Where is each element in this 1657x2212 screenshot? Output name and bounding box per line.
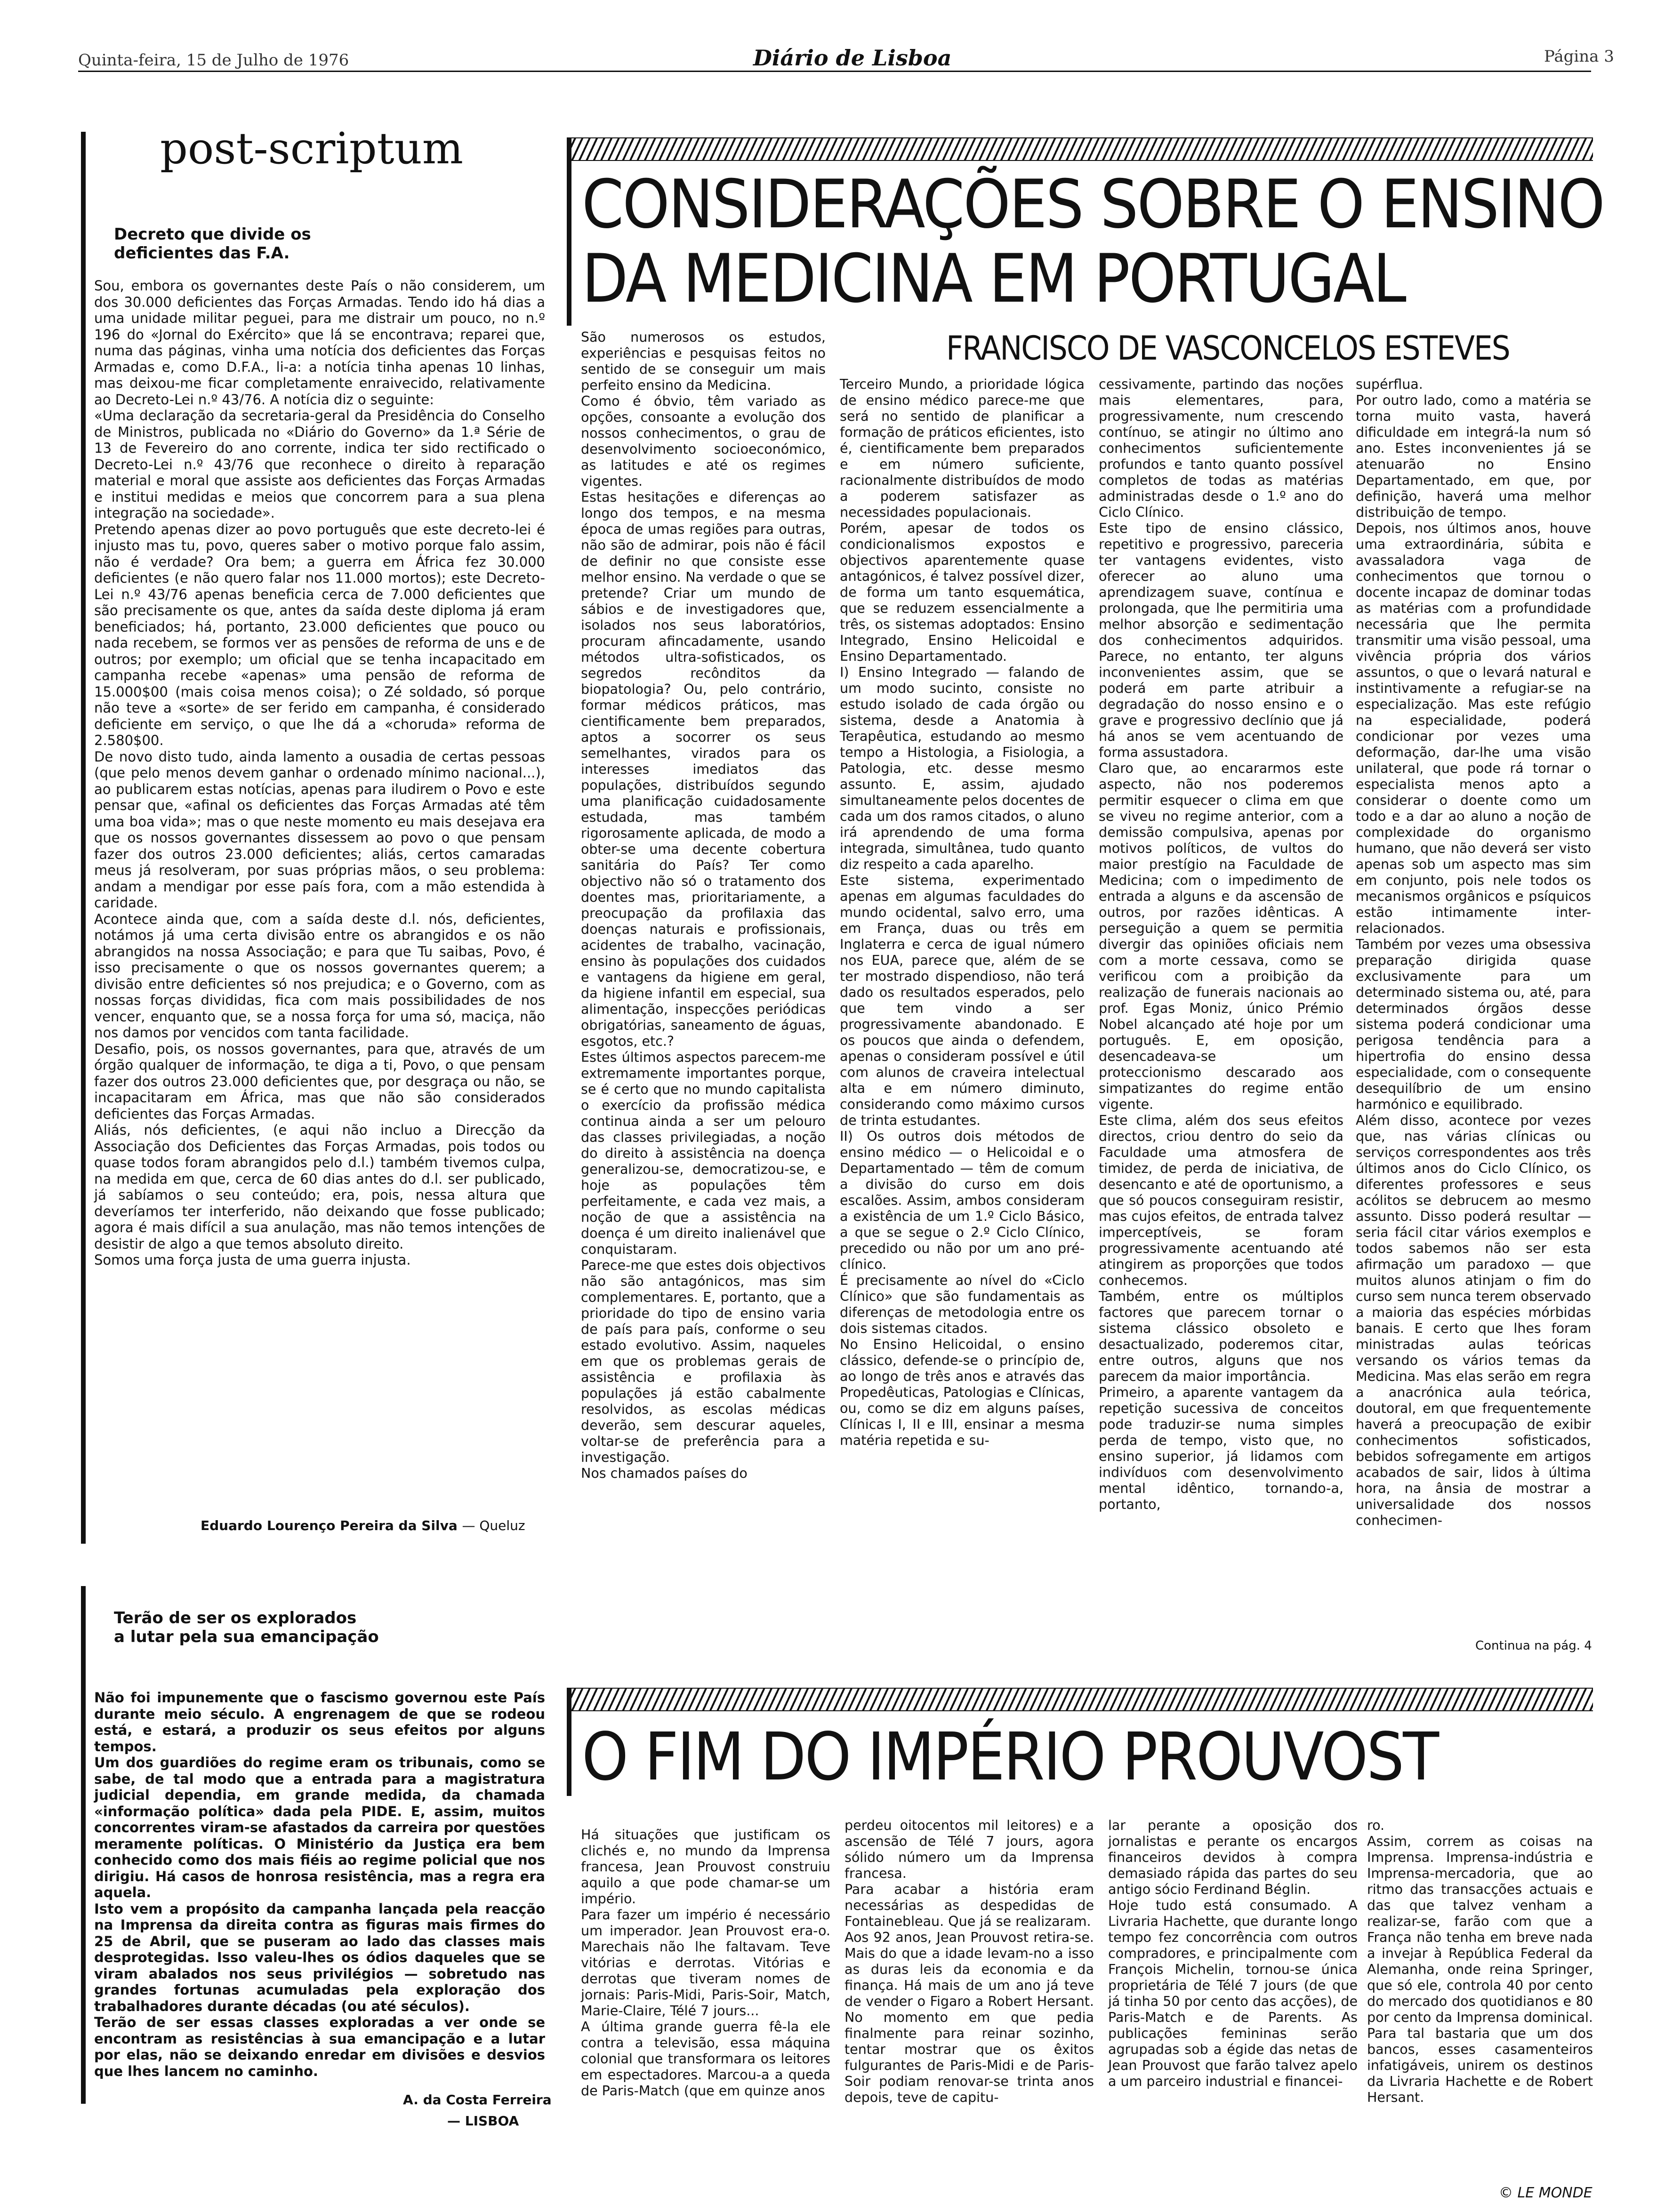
consideracoes-headline-2: DA MEDICINA EM PORTUGAL — [582, 240, 1405, 318]
postscriptum-title: post-scriptum — [160, 123, 464, 174]
prouvost-source: © LE MONDE — [1499, 2185, 1593, 2201]
postscriptum-a2-body: Não foi impunemente que o fascismo governou este País durante meio século. A engrenagem de que se rodeou está, e estará, a produzir os seus efeitos por alguns tempos. Um dos guardiões do regime eram os tribunais, como se sabe, de tal modo que a entrada para a magistratura judicial dependia, em grande medida, da chamada «informação política» dada pela PIDE. E, assim, muitos concorrentes viram-se afastados da carreira por questões meramente políticas. O Ministério da Justiça era bem conhecido como dos mais fiéis ao regime policial que nos dirigiu. Há casos de honrosa resistência, mas a regra era aquela. Isto vem a propósito da campanha lançada pela reacção na Imprensa da direita contra as figuras mais firmes do 25 de Abril, que se puseram ao lado das classes mais desprotegidas. Isso valeu-lhes os ódios daqueles que se viram abalados nos seus privilégios — sobretudo nas grandes fortunas acumuladas pela exploração dos trabalhadores durante décadas (ou até séculos). Terão de ser essas classes exploradas a ver onde se encontram as resistências à sua emancipação e a lutar por elas, não se deixando enredar em divisões e desvios que lhes lancem no caminho. — [94, 1690, 545, 2079]
postscriptum-a1-signature — [201, 1518, 525, 1533]
continua-note: Continua na pág. 4 — [1475, 1639, 1592, 1653]
postscriptum-a1-body: Sou, embora os governantes deste País o não considerem, um dos 30.000 deficientes das Forças Armadas. Tendo ido há dias a uma unidade militar peguei, para me distrair um pouco, no n.º 196 do «Jornal do Exército» que lá se encontrava; reparei que, numa das páginas, vinha uma notícia dos deficientes das Forças Armadas e, como D.F.A., li-a: a notícia tinha apenas 10 linhas, mas deixou-me ficar completamente enraivecido, relativamente ao Decreto-Lei n.º 43/76. A notícia diz o seguinte: «Uma declaração da secretaria-geral da Presidência do Conselho de Ministros, publicada no «Diário do Governo» da 1.ª Série de 13 de Fevereiro do ano corrente, indica ter sido rectificado o Decreto-Lei n.º 43/76 que reconhece o direito à reparação material e moral que assiste aos deficientes das Forças Armadas e institui medidas e meios que concorrem para a sua plena integração na sociedade». Pretendo apenas dizer ao povo português que este decreto-lei é injusto mas tu, povo, queres saber o motivo porque falo assim, não é verdade? Ora bem; a guerra em África fez 30.000 deficientes (e não quero falar nos 11.000 mortos); este Decreto-Lei n.º 43/76 apenas beneficia cerca de 7.000 deficientes que são precisamente os que, antes da saída deste diploma já eram beneficiados; há, portanto, 23.000 deficientes que pouco ou nada recebem, se formos ver as pensões de reforma de uns e de outros; por exemplo; um oficial que se tenha incapacitado em campanha recebe «apenas» uma pensão de reforma de 15.000$00 (mais coisa menos coisa); o Zé soldado, só porque não teve a «sorte» de ser ferido em campanha, é considerado deficiente em serviço, o que lhe dá a «choruda» reforma de 2.580$00. De novo disto tudo, ainda lamento a ousadia de certas pessoas (que pelo menos devem ganhar o ordenado mínimo nacional...), ao publicarem estas notícias, apenas para iludirem o Povo e este pensar que, «afinal os deficientes das Forças Armadas até têm uma boa vida»; mas o que neste momento eu mais desejava era que os nossos governantes dissessem ao povo o que pensam fazer dos outros 23.000 deficientes; aliás, certos camaradas meus já resolveram, por suas próprias mãos, o seu problema: andam a mendigar por esse país fora, com a mão estendida à caridade. Acontece ainda que, com a saída deste d.l. nós, deficientes, notámos já uma certa divisão entre os abrangidos e os não abrangidos na nossa Associação; e para que Tu saibas, Povo, é isso precisamente o que os nossos governantes querem; a divisão entre deficientes só nos prejudica; e o Governo, com as nossas forças divididas, fica com mais possibilidades de nos vencer, enquanto que, se a nossa força for uma só, maciça, não nos damos por vencidos com tanta facilidade. Desafio, pois, os nossos governantes, para que, através de um órgão qualquer de informação, te diga a ti, Povo, o que pensam fazer dos outros 23.000 deficientes que, por desgraça ou não, se incapacitaram em África, mas que não são considerados deficientes das Forças Armadas. Aliás, nós deficientes, (e aqui não incluo a Direcção da Associação dos Deficientes das Forças Armadas, pois todos ou quase todos foram abrangidos pelo d.l.) também tivemos culpa, na medida em que, cerca de 60 dias antes do d.l. ser publicado, já sabíamos o seu conteúdo; era, pois, nessa altura que deveríamos ter interferido, não deixando que fosse publicado; agora é mais difícil a sua anulação, mas não temos intenções de desistir de algo a que temos absoluto direito. Somos uma força justa de uma guerra injusta. — [94, 278, 545, 1268]
consideracoes-byline: FRANCISCO DE VASCONCELOS ESTEVES — [946, 329, 1510, 368]
prouvost-col-1: Há situações que justificam os clichés e, no mundo da Imprensa francesa, Jean Prouvost construiu aquilo a que pode chamar-se um império. Para fazer um império é necessário um imperador. Jean Prouvost era-o. Marechais não lhe faltavam. Teve vitórias e derrotas. Vitórias e derrotas que tiveram nomes de jornais: Paris-Midi, Paris-Soir, Match, Marie-Claire, Télé 7 jours... A última grande guerra fê-la ele contra a televisão, essa máquina colonial que transformara os leitores em espectadores. Marcou-a a queda de Paris-Match (que em quinze anos — [581, 1827, 830, 2099]
signature-place: — Queluz — [462, 1518, 525, 1533]
header-date: Quinta-feira, 15 de Julho de 1976 — [78, 51, 349, 70]
postscriptum-a1-headline: Decreto que divide os deficientes das F.A. — [114, 225, 311, 263]
masthead: Diário de Lisboa — [753, 45, 952, 71]
postscriptum-a2-headline: Terão de ser os explorados a lutar pela sua emancipação — [114, 1609, 379, 1646]
prouvost-col-2: perdeu oitocentos mil leitores) e a ascensão de Télé 7 jours, agora sólido número um da Imprensa francesa. Para acabar a história eram necessárias as despedidas de Fontainebleau. Que já se realizaram. Aos 92 anos, Jean Prouvost retira-se. Mais do que a idade levam-no a isso as duras leis da economia e da finança. Há mais de um ano já teve de vender o Figaro a Robert Hersant. No momento em que pedia finalmente para reinar sozinho, tentar mostrar que os êxitos fulgurantes de Paris-Midi e de Paris-Soir podiam renovar-se trinta anos depois, teve de capitu- — [845, 1818, 1094, 2105]
prouvost-headline: O FIM DO IMPÉRIO PROUVOST — [582, 1719, 1438, 1795]
page-header — [0, 0, 1657, 80]
signature-name: Eduardo Lourenço Pereira da Silva — [201, 1518, 458, 1533]
prouvost-left-bar — [567, 1688, 571, 1796]
header-rule — [78, 71, 1591, 72]
consideracoes-col-3: cessivamente, partindo das noções mais elementares, para, progressivamente, num crescendo contínuo, se atingir no último ano conhecimentos suficientemente profundos e tanto quanto possível completos de todas as matérias administradas desde o 1.º ano do Ciclo Clínico. Este tipo de ensino clássico, repetitivo e progressivo, pareceria ter vantagens evidentes, visto oferecer ao aluno uma aprendizagem suave, contínua e prolongada, que lhe permitiria uma melhor absorção e sedimentação dos conhecimentos adquiridos. Parece, no entanto, ter alguns inconvenientes assim, que se poderá em parte atribuir a degradação do nosso ensino e o grave e progressivo declínio que já há anos se vem acentuando de forma assustadora. Claro que, ao encararmos este aspecto, não nos poderemos permitir esquecer o clima em que se viveu no regime anterior, com a demissão compulsiva, apenas por motivos políticos, de vultos do maior prestígio na Faculdade de Medicina; com o impedimento de entrada a alguns e da ascensão de outros, por razões idênticas. A perseguição a quem se permitia divergir das opiniões oficiais nem com a morte cessava, como se verificou com a proibição da realização de funerais nacionais ao prof. Egas Moniz, único Prémio Nobel alcançado até hoje por um português. E, em oposição, desencadeava-se um proteccionismo descarado aos simpatizantes do regime então vigente. Este clima, além dos seus efeitos directos, criou dentro do seio da Faculdade uma atmosfera de timidez, de perda de iniciativa, de desencanto e até de oportunismo, a que só poucos conseguiram resistir, mas cujos efeitos, de entrada talvez imperceptíveis, se foram progressivamente acentuando até atingirem as proporções que todos conhecemos. Também, entre os múltiplos factores que parecem tornar o sistema clássico obsoleto e desactualizado, poderemos citar, entre outros, alguns que nos parecem da maior importância. Primeiro, a aparente vantagem da repetição sucessiva de conceitos pode traduzir-se numa simples perda de tempo, visto que, no ensino superior, já lidamos com indivíduos com desenvolvimento mental idêntico, tornando-a, portanto, — [1099, 377, 1343, 1512]
consideracoes-headline-1: CONSIDERAÇÕES SOBRE O ENSINO — [582, 166, 1604, 243]
postscriptum-side-bar — [81, 132, 86, 1544]
consideracoes-col-1: São numerosos os estudos, experiências e pesquisas feitos no sentido de se conseguir um mais perfeito ensino da Medicina. Como é óbvio, têm variado as opções, consoante a evolução dos nossos conhecimentos, o grau de desenvolvimento socioeconómico, as latitudes e até os regimes vigentes. Estas hesitações e diferenças ao longo dos tempos, e na mesma época de umas regiões para outras, não são de admirar, pois não é fácil de definir no que consiste esse melhor ensino. Na verdade o que se pretende? Criar um mundo de sábios e de investigadores que, isolados nos seus laboratórios, procuram afincadamente, usando métodos ultra-sofisticados, os segredos recônditos da biopatologia? Ou, pelo contrário, formar médicos práticos, mas cientificamente bem preparados, aptos a socorrer os seus semelhantes, virados para os interesses imediatos das populações, distribuídos segundo uma planificação cuidadosamente estudada, mas também rigorosamente aplicada, de modo a obter-se uma decente cobertura sanitária do País? Ter como objectivo não só o tratamento dos doentes mas, prioritariamente, a preocupação da profilaxia das doenças naturais e profissionais, acidentes de trabalho, vacinação, ensino às populações dos cuidados e vantagens da higiene em geral, da higiene infantil em especial, sua alimentação, inspecções periódicas obrigatórias, saneamento de águas, esgotos, etc.? Estes últimos aspectos parecem-me extremamente importantes porque, se é certo que no mundo capitalista o exercício da profissão médica continua ainda a ser um pelouro das classes privilegiadas, a noção do direito à assistência na doença generalizou-se, democratizou-se, e hoje as populações têm perfeitamente, e cada vez mais, a noção de que a assistência na doença é um direito inalienável que conquistaram. Parece-me que estes dois objectivos não são antagónicos, mas sim complementares. E, portanto, que a prioridade do tipo de ensino varia de país para país, conforme o seu estado evolutivo. Assim, naqueles em que os problemas gerais de assistência e profilaxia às populações já estão cabalmente resolvidos, as escolas médicas deverão, sem descurar aqueles, voltar-se de preferência para a investigação. Nos chamados países do — [581, 329, 826, 1481]
prouvost-hatch-top — [567, 1688, 1593, 1711]
postscriptum-side-bar-2 — [81, 1586, 86, 2104]
article-hatch-top — [567, 137, 1593, 161]
header-page-number: Página 3 — [1544, 47, 1614, 66]
consideracoes-col-2: Terceiro Mundo, a prioridade lógica de ensino médico parece-me que será no sentido de planificar a formação de práticos eficientes, isto é, cientificamente bem preparados e em número suficiente, racionalmente distribuídos de modo a poderem satisfazer as necessidades populacionais. Porém, apesar de todos os condicionalismos expostos e objectivos aparentemente quase antagónicos, é talvez possível dizer, de forma um tanto esquemática, que se reduzem essencialmente a três, os sistemas adoptados: Ensino Integrado, Ensino Helicoidal e Ensino Departamentado. I) Ensino Integrado — falando de um modo sucinto, consiste no estudo isolado de cada órgão ou sistema, desde a Anatomia à Terapêutica, estudando ao mesmo tempo a Histologia, a Fisiologia, a Patologia, etc. desse mesmo assunto. E, assim, ajudado simultaneamente pelos docentes de cada um dos ramos citados, o aluno irá aprendendo de uma forma integrada, simultânea, tudo quanto diz respeito a cada aparelho. Este sistema, experimentado apenas em algumas faculdades do mundo ocidental, salvo erro, uma em França, duas ou três em Inglaterra e cerca de igual número nos EUA, parece que, além de se ter mostrado dispendioso, não terá dado os resultados esperados, pelo que tem vindo a ser progressivamente abandonado. E os poucos que ainda o defendem, apenas o consideram possível e útil com alunos de craveira intelectual alta e em número diminuto, considerando como máximo cursos de trinta estudantes. II) Os outros dois métodos de ensino médico — o Helicoidal e o Departamentado — têm de comum a divisão do curso em dois escalões. Assim, ambos consideram a existência de um 1.º Ciclo Básico, a que se segue o 2.º Ciclo Clínico, precedido ou não por um ano pré-clínico. É precisamente ao nível do «Ciclo Clínico» que são fundamentais as diferenças de metodologia entre os dois sistemas citados. No Ensino Helicoidal, o ensino clássico, defende-se o princípio de, ao longo de três anos e através das Propedêuticas, Patologias e Clínicas, ou, como se diz em alguns países, Clínicas I, II e III, ensinar a mesma matéria repetida e su- — [840, 377, 1085, 1448]
prouvost-col-4: ro. Assim, correm as coisas na Imprensa. Imprensa-indústria e Imprensa-mercadoria, que ao ritmo das transacções actuais e das que talvez venham a realizar-se, farão com que a França não tenha em breve nada a invejar à República Federal da Alemanha, onde reina Springer, que só ele, controla 40 por cento do mercado dos quotidianos e 80 por cento da Imprensa dominical. Para tal bastaria que um dos bancos, esses casamenteiros infatigáveis, unirem os destinos da Livraria Hachette e de Robert Hersant. — [1367, 1818, 1593, 2105]
consideracoes-col-4: supérflua. Por outro lado, como a matéria se torna muito vasta, haverá dificuldade em integrá-la num só ano. Estes inconvenientes já se atenuarão no Ensino Departamentado, em que, por definição, haverá uma melhor distribuição de tempo. Depois, nos últimos anos, houve uma extraordinária, súbita e avassaladora vaga de conhecimentos que tornou o docente incapaz de dominar todas as matérias com a profundidade necessária que lhe permita transmitir uma visão pessoal, uma vivência própria dos vários assuntos, o que o levará natural e instintivamente a refugiar-se na especialização. Mas este refúgio na especialidade, poderá condicionar por vezes uma deformação, dar-lhe uma visão unilateral, que pode rá tornar o especialista menos apto a considerar o doente como um todo e a dar ao aluno a noção de complexidade do organismo humano, que não deverá ser visto apenas sob um aspecto mas sim em conjunto, pois nele todos os mecanismos orgânicos e psíquicos estão intimamente inter-relacionados. Também por vezes uma obsessiva preparação dirigida quase exclusivamente para um determinado sistema ou, até, para determinados órgãos desse sistema poderá condicionar uma perigosa tendência para a hipertrofia do ensino dessa especialidade, com o consequente desequilíbrio de um ensino harmónico e equilibrado. Além disso, acontece por vezes que, nas várias clínicas ou serviços correspondentes aos três últimos anos do Ciclo Clínico, os diferentes professores e seus acólitos se debrucem ao mesmo assunto. Disso poderá resultar — seria fácil citar vários exemplos e todos sabemos não ser esta afirmação um paradoxo — que muitos alunos atinjam o fim do curso sem nunca terem observado a maioria das espécies mórbidas banais. E certo que lhes foram ministradas aulas teóricas versando os vários temas da Medicina. Mas elas serão em regra a anacrónica aula teórica, doutoral, em que frequentemente haverá a preocupação de exibir conhecimentos sofisticados, bebidos sofregamente em artigos acabados de sair, lidos à última hora, na ânsia de mostrar a universalidade dos nossos conhecimen- — [1356, 377, 1591, 1528]
postscriptum-a2-signature-name: A. da Costa Ferreira — [403, 2092, 552, 2108]
postscriptum-a2-signature-place: — LISBOA — [447, 2113, 519, 2129]
prouvost-col-3: lar perante a oposição dos jornalistas e perante os encargos financeiros devidos à compra demasiado rápida das partes do seu antigo sócio Ferdinand Béglin. Hoje tudo está consumado. A Livraria Hachette, que durante longo tempo fez concorrência com outros compradores, e principalmente com François Michelin, tornou-se única proprietária de Télé 7 jours (de que já tinha 50 por cento das acções), de Paris-Match e de Parents. As publicações femininas serão agrupadas sob a égide das netas de Jean Prouvost que farão talvez apelo a um parceiro industrial e financei- — [1108, 1818, 1358, 2089]
article-left-bar — [567, 137, 571, 326]
